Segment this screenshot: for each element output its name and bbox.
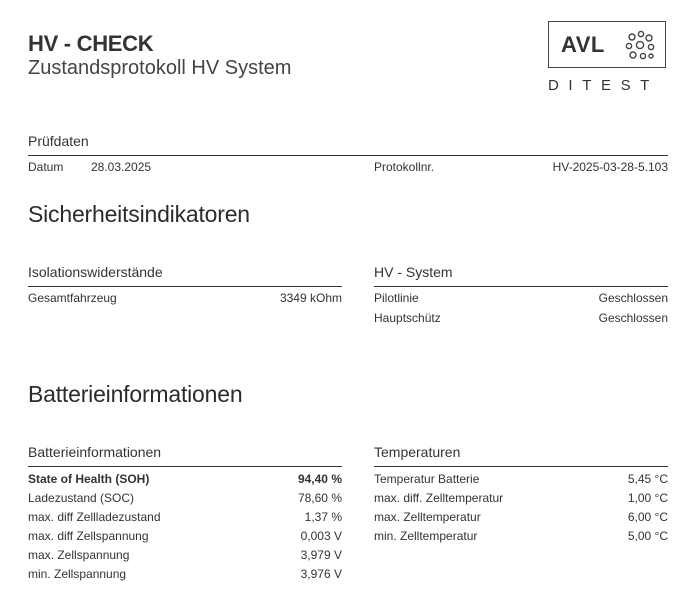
isolation-label: Isolationswiderstände: [28, 264, 163, 280]
temperaturen-label: Temperaturen: [374, 444, 461, 460]
temperatur-row: [374, 528, 668, 544]
isolation-row: [28, 290, 342, 306]
page-title: HV - CHECK: [28, 31, 154, 56]
logo-avl-text: AVL: [561, 32, 605, 57]
hv-system-value: Geschlossen: [598, 311, 668, 325]
temperaturen-divider: [374, 466, 668, 467]
protokoll-key: Protokollnr.: [374, 160, 435, 174]
datum-value: 28.03.2025: [91, 160, 152, 174]
temperatur-row: [374, 490, 668, 506]
batterie-info-key: Ladezustand (SOC): [28, 491, 135, 505]
batterie-info-value: 3,976 V: [300, 567, 342, 581]
batterie-info-key: State of Health (SOH): [28, 472, 150, 486]
batterie-info-key: max. diff Zellspannung: [28, 529, 149, 543]
batterie-info-label: Batterieinformationen: [28, 444, 162, 460]
hv-system-label: HV - System: [374, 264, 453, 280]
sicherheit-heading: Sicherheitsindikatoren: [28, 201, 250, 227]
hv-system-divider: [374, 286, 668, 287]
batterie-info-key: min. Zellspannung: [28, 567, 127, 581]
temperatur-row: [374, 509, 668, 525]
isolation-divider: [28, 286, 342, 287]
hv-system-row: [374, 310, 668, 326]
batterie-info-value: 3,979 V: [300, 548, 342, 562]
batterie-info-value: 0,003 V: [300, 529, 342, 543]
pruefdaten-divider: [28, 155, 668, 156]
batterie-info-row: [28, 566, 342, 582]
batterie-info-key: max. diff Zellladezustand: [28, 510, 161, 524]
isolation-value: 3349 kOhm: [279, 291, 342, 305]
batterie-heading: Batterieinformationen: [28, 381, 243, 407]
batterie-info-value: 78,60 %: [297, 491, 342, 505]
pruefdaten-label: Prüfdaten: [28, 133, 89, 149]
temperatur-key: min. Zelltemperatur: [374, 529, 478, 543]
batterie-info-row: [28, 509, 342, 525]
protokoll-value: HV-2025-03-28-5.103: [552, 160, 668, 174]
batterie-info-row: [28, 528, 342, 544]
datum-row: [28, 159, 228, 175]
temperatur-row: [374, 471, 668, 487]
batterie-info-value: 94,40 %: [297, 472, 342, 486]
temperatur-value: 5,00 °C: [627, 529, 668, 543]
temperatur-value: 1,00 °C: [627, 491, 668, 505]
datum-key: Datum: [28, 160, 64, 174]
hv-system-key: Hauptschütz: [374, 311, 441, 325]
protokoll-row: [374, 159, 668, 175]
batterie-info-row: [28, 471, 342, 487]
batterie-info-value: 1,37 %: [304, 510, 342, 524]
avl-ditest-logo: [548, 21, 668, 97]
hv-system-row: [374, 290, 668, 306]
logo-symbol-icon: [623, 29, 657, 61]
temperatur-key: max. Zelltemperatur: [374, 510, 481, 524]
batterie-info-divider: [28, 466, 342, 467]
batterie-info-row: [28, 547, 342, 563]
hv-system-key: Pilotlinie: [374, 291, 419, 305]
logo-box: [548, 21, 666, 68]
logo-ditest-text: DITEST: [548, 77, 659, 94]
batterie-info-key: max. Zellspannung: [28, 548, 130, 562]
temperatur-key: Temperatur Batterie: [374, 472, 480, 486]
batterie-info-row: [28, 490, 342, 506]
temperatur-key: max. diff. Zelltemperatur: [374, 491, 504, 505]
hv-system-value: Geschlossen: [598, 291, 668, 305]
temperatur-value: 5,45 °C: [627, 472, 668, 486]
isolation-key: Gesamtfahrzeug: [28, 291, 117, 305]
temperatur-value: 6,00 °C: [627, 510, 668, 524]
page-subtitle: Zustandsprotokoll HV System: [28, 57, 292, 79]
